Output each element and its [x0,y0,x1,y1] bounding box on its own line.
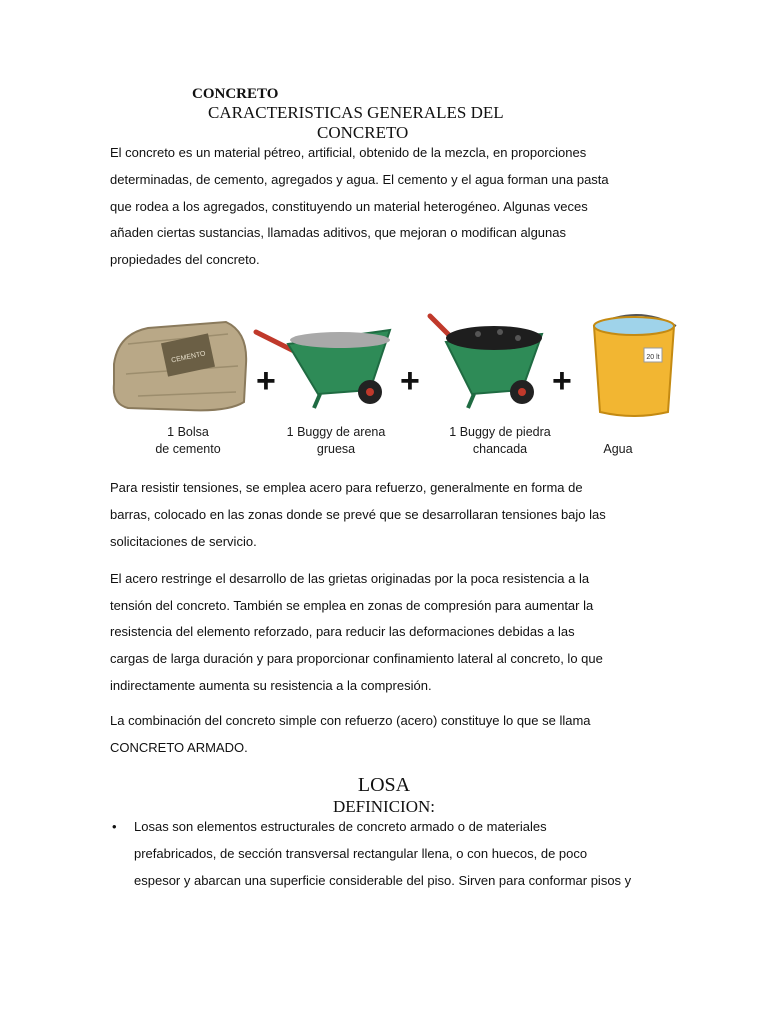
text-line: El acero restringe el desarrollo de las grietas originadas por la poca resistencia a la [110,571,590,586]
bucket-label: 20 lt [646,354,660,361]
cement-bag-icon [114,322,246,410]
text-line: espesor y abarcan una superficie considerable del piso. Sirven para conformar pisos y [134,873,632,888]
text-line: propiedades del concreto. [110,252,260,267]
section-heading-line1: CARACTERISTICAS GENERALES DEL [208,103,504,122]
text-line: tensión del concreto. También se emplea en zonas de compresión para aumentar la [110,598,594,613]
text-line: resistencia del elemento reforzado, para reducir las deformaciones debidas a las [110,624,575,639]
bag-text: CEMENTO [170,350,207,365]
losa-subtitle: DEFINICION: [333,797,435,816]
caption-sand: 1 Buggy de arena gruesa [286,425,386,456]
plus-sign: + [400,362,420,400]
text-line: que rodea a los agregados, constituyendo un material heterogéneo. Algunas veces [110,199,588,214]
text-line: Para resistir tensiones, se emplea acero para refuerzo, generalmente en forma de [110,480,583,495]
text-line: La combinación del concreto simple con refuerzo (acero) constituye lo que se llama [110,713,591,728]
text-line: barras, colocado en las zonas donde se prevé que se desarrollaran tensiones bajo las [110,507,606,522]
wheelbarrow-stone-icon [430,316,542,408]
text-line: prefabricados, de sección transversal rectangular llena, o con huecos, de poco [134,846,588,861]
text-line: determinadas, de cemento, agregados y agua. El cemento y el agua forman una pasta [110,172,609,187]
wheelbarrow-sand-icon [256,330,390,408]
text-line: CONCRETO ARMADO. [110,740,248,755]
text-line: solicitaciones de servicio. [110,534,257,549]
text-line: indirectamente aumenta su resistencia a la compresión. [110,678,432,693]
plus-sign: + [256,362,276,400]
caption-water: Agua [603,442,633,456]
section-heading-line2: CONCRETO [317,123,409,142]
water-bucket-icon [594,315,676,416]
losa-title: LOSA [357,774,411,796]
text-line: añaden ciertas sustancias, llamadas aditivos, que mejoran o modifican algunas [110,225,566,240]
caption-stone: 1 Buggy de piedra chancada [449,425,551,456]
concrete-mix-figure [108,304,680,466]
bullet-icon: • [112,819,117,834]
plus-sign: + [552,362,572,400]
text-line: El concreto es un material pétreo, artificial, obtenido de la mezcla, en proporciones [110,145,587,160]
text-line: Losas son elementos estructurales de concreto armado o de materiales [134,819,547,834]
text-line: cargas de larga duración y para proporcionar confinamiento lateral al concreto, lo que [110,651,603,666]
page-title: CONCRETO [192,86,279,102]
caption-cement: 1 Bolsa de cemento [155,425,221,456]
